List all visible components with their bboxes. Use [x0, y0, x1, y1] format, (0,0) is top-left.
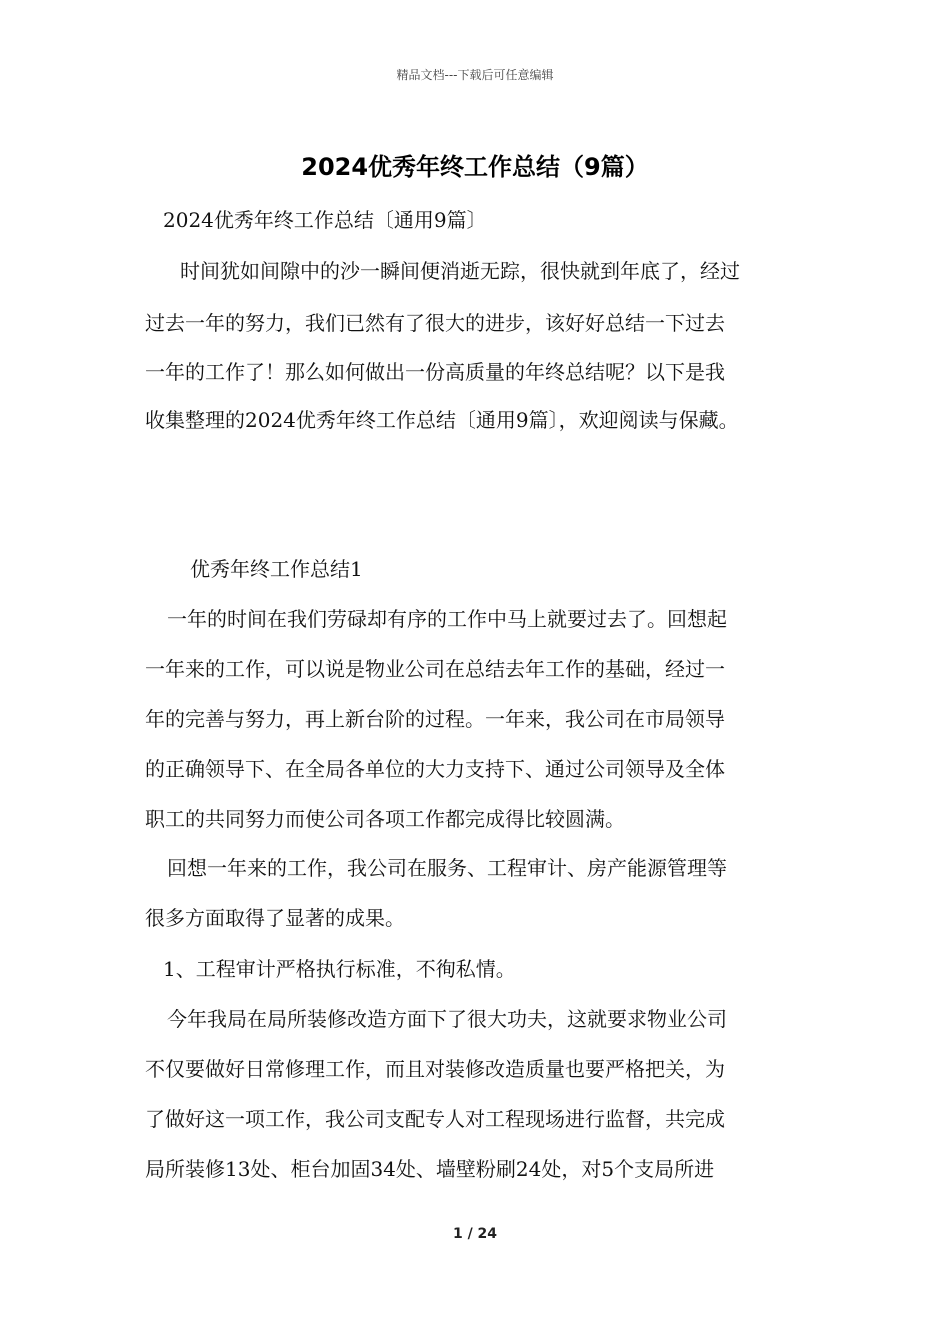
body-line: 了做好这一项工作，我公司支配专人对工程现场进行监督，共完成 — [145, 1107, 725, 1131]
document-title: 2024优秀年终工作总结（9篇） — [301, 153, 649, 181]
body-line: 很多方面取得了显著的成果。 — [145, 906, 405, 930]
page-number: 1 / 24 — [452, 1226, 498, 1242]
list-item-heading: 1、工程审计严格执行标准，不徇私情。 — [163, 957, 516, 981]
body-line: 今年我局在局所装修改造方面下了很大功夫，这就要求物业公司 — [167, 1007, 727, 1031]
intro-line: 时间犹如间隙中的沙一瞬间便消逝无踪，很快就到年底了，经过 — [180, 259, 740, 283]
body-line: 年的完善与努力，再上新台阶的过程。一年来，我公司在市局领导 — [145, 707, 725, 731]
body-line: 局所装修13处、柜台加固34处、墙壁粉刷24处，对5个支局所进 — [145, 1157, 715, 1181]
intro-line: 收集整理的2024优秀年终工作总结〔通用9篇〕，欢迎阅读与保藏。 — [145, 408, 739, 432]
body-line: 职工的共同努力而使公司各项工作都完成得比较圆满。 — [145, 807, 625, 831]
section-heading: 优秀年终工作总结1 — [190, 557, 363, 581]
body-line: 回想一年来的工作，我公司在服务、工程审计、房产能源管理等 — [167, 856, 727, 880]
intro-line: 一年的工作了！那么如何做出一份高质量的年终总结呢？以下是我 — [145, 360, 725, 384]
subtitle-line: 2024优秀年终工作总结〔通用9篇〕 — [163, 208, 487, 232]
intro-line: 过去一年的努力，我们已然有了很大的进步，该好好总结一下过去 — [145, 311, 725, 335]
body-line: 的正确领导下、在全局各单位的大力支持下、通过公司领导及全体 — [145, 757, 725, 781]
body-line: 一年来的工作，可以说是物业公司在总结去年工作的基础，经过一 — [145, 657, 725, 681]
body-line: 不仅要做好日常修理工作，而且对装修改造质量也要严格把关，为 — [145, 1057, 725, 1081]
body-line: 一年的时间在我们劳碌却有序的工作中马上就要过去了。回想起 — [167, 607, 727, 631]
header-note: 精品文档---下载后可任意编辑 — [396, 68, 554, 82]
